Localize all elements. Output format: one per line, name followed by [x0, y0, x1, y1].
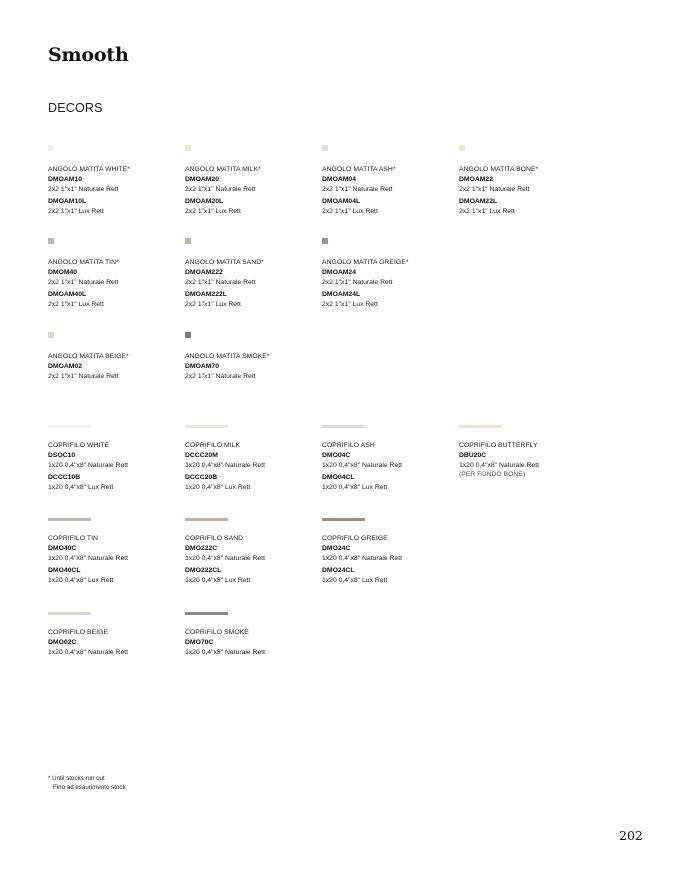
color-swatch: [48, 238, 54, 244]
product-name: ANGOLO MATITA SMOKE*: [185, 353, 270, 360]
product-code: DMOAM10: [48, 175, 82, 183]
decor-item-white: [48, 145, 178, 217]
coprifilo-item-smoke: [185, 612, 315, 657]
decor-item-greige: [322, 238, 452, 310]
product-name: COPRIFILO TIN: [48, 535, 98, 542]
color-swatch: [185, 238, 191, 244]
decor-item-sand: [185, 238, 315, 310]
product-name: COPRIFILO SAND: [185, 535, 244, 542]
color-swatch: [48, 332, 54, 338]
coprifilo-item-tin: [48, 518, 178, 586]
product-code: DSOC10: [48, 451, 76, 459]
product-name: COPRIFILO ASH: [322, 442, 375, 449]
product-spec: 2x2 1"x1" Lux Rett: [48, 301, 104, 309]
coprifilo-item-greige: [322, 518, 452, 586]
product-name: ANGOLO MATITA BONE*: [459, 166, 539, 173]
product-spec: 1x20 0,4"x8" Lux Rett: [48, 577, 114, 585]
product-spec: 1x20 0,4"x8" Lux Rett: [48, 484, 114, 492]
product-code: DMO40C: [48, 544, 77, 552]
product-spec: 2x2 1"x1" Naturale Rett: [322, 185, 393, 193]
product-code: DMO222CL: [185, 567, 222, 575]
coprifilo-item-ash: [322, 425, 452, 493]
product-name: ANGOLO MATITA WHITE*: [48, 166, 130, 173]
product-spec: 1x20 0,4"x8" Naturale Rett: [185, 554, 266, 562]
product-code: DCCC10B: [48, 474, 81, 482]
product-code: DMOAM22: [459, 175, 493, 183]
product-code: DMO70C: [185, 638, 214, 646]
product-code: DMOAM24: [322, 268, 356, 276]
product-spec: 1x20 0,4"x8" Lux Rett: [322, 577, 388, 585]
product-spec: 1x20 0,4"x8" Lux Rett: [322, 484, 388, 492]
color-swatch: [185, 332, 191, 338]
product-name: COPRIFILO GREIGE: [322, 535, 388, 542]
color-swatch: [185, 145, 191, 151]
product-code: DMOAM04L: [322, 198, 361, 206]
product-code: DMOAM22L: [459, 198, 498, 206]
product-name: COPRIFILO BUTTERFLY: [459, 442, 538, 449]
product-spec: 1x20 0,4"x8" Naturale Rett: [48, 648, 129, 656]
footnote-line: * Until stocks run out: [48, 775, 105, 782]
product-code: DMOAM20: [185, 175, 219, 183]
product-spec: 2x2 1"x1" Lux Rett: [322, 301, 378, 309]
product-code: DMO04C: [322, 451, 351, 459]
footnote-line: Fino ad esaurimento stock: [53, 783, 126, 791]
product-spec: 1x20 0,4"x8" Naturale Rett: [185, 648, 266, 656]
product-spec: 2x2 1"x1" Naturale Rett: [459, 185, 530, 193]
product-spec: 1x20 0,4"x8" Lux Rett: [185, 484, 251, 492]
product-code: DMO24C: [322, 544, 351, 552]
product-spec: 2x2 1"x1" Naturale Rett: [322, 278, 393, 286]
product-spec: 2x2 1"x1" Naturale Rett: [185, 278, 256, 286]
product-name: ANGOLO MATITA GREIGE*: [322, 259, 409, 266]
product-name: COPRIFILO BEIGE: [48, 629, 109, 636]
decor-item-tin: [48, 238, 178, 310]
product-code: DMOAM04: [322, 175, 356, 183]
product-code: DBU20C: [459, 451, 487, 459]
color-swatch: [459, 425, 502, 428]
color-swatch: [48, 612, 91, 615]
color-swatch: [48, 145, 54, 151]
product-spec: 2x2 1"x1" Lux Rett: [185, 301, 241, 309]
product-code: DCCC20B: [185, 474, 218, 482]
decor-item-ash: [322, 145, 452, 217]
color-swatch: [48, 425, 91, 428]
product-spec: 1x20 0,4"x8" Naturale Rett: [185, 461, 266, 469]
decor-item-beige: [48, 332, 178, 381]
color-swatch: [48, 518, 91, 521]
product-name: COPRIFILO MILK: [185, 442, 241, 449]
coprifilo-item-milk: [185, 425, 315, 493]
product-code: DMO24CL: [322, 567, 355, 575]
color-swatch: [185, 518, 228, 521]
product-code: DMO222C: [185, 544, 218, 552]
coprifilo-item-butterfly: [459, 425, 589, 480]
coprifilo-item-white: [48, 425, 178, 493]
product-name: ANGOLO MATITA SAND*: [185, 259, 264, 266]
product-note: (PER FONDO BONE): [459, 471, 526, 479]
product-code: DMOM40: [48, 268, 78, 276]
page-number: 202: [619, 828, 643, 843]
product-code: DCCC20M: [185, 451, 218, 459]
product-code: DMOAM222L: [185, 291, 227, 299]
product-name: ANGOLO MATITA MILK*: [185, 166, 261, 173]
page-title: Smooth: [48, 44, 129, 66]
product-spec: 1x20 0,4"x8" Naturale Rett: [459, 461, 540, 469]
product-code: DMO02C: [48, 638, 77, 646]
product-code: DMOAM24L: [322, 291, 361, 299]
decor-item-smoke: [185, 332, 315, 381]
product-spec: 2x2 1"x1" Naturale Rett: [48, 372, 119, 380]
coprifilo-item-beige: [48, 612, 178, 657]
color-swatch: [322, 425, 365, 428]
product-spec: 2x2 1"x1" Lux Rett: [459, 208, 515, 216]
section-heading: DECORS: [48, 101, 103, 115]
decor-item-bone: [459, 145, 589, 217]
product-code: DMOAM222: [185, 268, 223, 276]
color-swatch: [322, 145, 328, 151]
product-spec: 1x20 0,4"x8" Naturale Rett: [48, 461, 129, 469]
product-code: DMO40CL: [48, 567, 81, 575]
product-spec: 2x2 1"x1" Lux Rett: [48, 208, 104, 216]
product-spec: 2x2 1"x1" Lux Rett: [322, 208, 378, 216]
color-swatch: [185, 425, 228, 428]
product-spec: 2x2 1"x1" Naturale Rett: [48, 278, 119, 286]
color-swatch: [185, 612, 228, 615]
product-spec: 1x20 0,4"x8" Naturale Rett: [48, 554, 129, 562]
product-name: ANGOLO MATITA ASH*: [322, 166, 396, 173]
product-spec: 1x20 0,4"x8" Naturale Rett: [322, 461, 403, 469]
product-spec: 2x2 1"x1" Lux Rett: [185, 208, 241, 216]
product-code: DMOAM02: [48, 362, 82, 370]
product-spec: 2x2 1"x1" Naturale Rett: [48, 185, 119, 193]
coprifilo-item-sand: [185, 518, 315, 586]
color-swatch: [322, 238, 328, 244]
product-spec: 1x20 0,4"x8" Lux Rett: [185, 577, 251, 585]
decor-item-milk: [185, 145, 315, 217]
product-spec: 2x2 1"x1" Naturale Rett: [185, 185, 256, 193]
product-code: DMOAM20L: [185, 198, 224, 206]
footnote: [48, 775, 126, 792]
product-name: ANGOLO MATITA TIN*: [48, 259, 119, 266]
product-code: DMOAM70: [185, 362, 219, 370]
product-name: ANGOLO MATITA BEIGE*: [48, 353, 129, 360]
color-swatch: [322, 518, 365, 521]
product-spec: 2x2 1"x1" Naturale Rett: [185, 372, 256, 380]
product-code: DMOAM40L: [48, 291, 87, 299]
product-spec: 1x20 0,4"x8" Naturale Rett: [322, 554, 403, 562]
product-code: DMO04CL: [322, 474, 355, 482]
product-code: DMOAM10L: [48, 198, 87, 206]
product-name: COPRIFILO SMOKE: [185, 629, 249, 636]
color-swatch: [459, 145, 465, 151]
product-name: COPRIFILO WHITE: [48, 442, 110, 449]
